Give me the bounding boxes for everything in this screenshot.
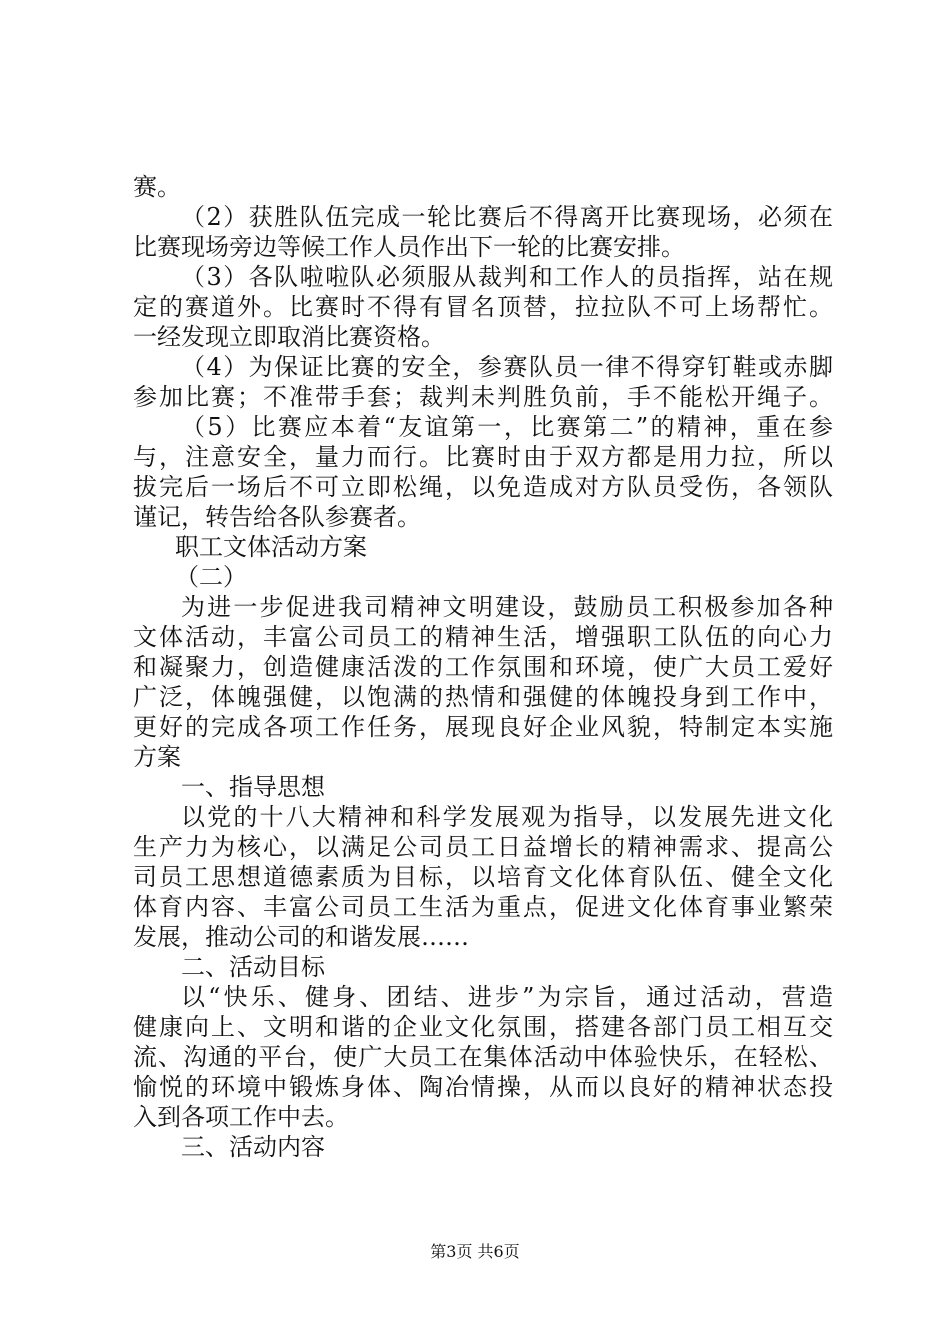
text-line: 谨记，转告给各队参赛者。 xyxy=(133,503,421,531)
text-line: 以党的十八大精神和科学发展观为指导，以发展先进文化 xyxy=(181,803,833,831)
text-line: 生产力为核心，以满足公司员工日益增长的精神需求、提高公 xyxy=(133,833,833,861)
text-line: 体育内容、丰富公司员工生活为重点，促进文化体育事业繁荣 xyxy=(133,893,833,921)
text-line: 一经发现立即取消比赛资格。 xyxy=(133,323,445,351)
text-line: 与，注意安全，量力而行。比赛时由于双方都是用力拉，所以 xyxy=(133,443,833,471)
text-line: 二、活动目标 xyxy=(181,953,325,981)
text-line: （4）为保证比赛的安全，参赛队员一律不得穿钉鞋或赤脚 xyxy=(181,353,833,381)
text-line: （5）比赛应本着“友谊第一，比赛第二”的精神，重在参 xyxy=(181,413,833,441)
text-line: 一、指导思想 xyxy=(181,773,325,801)
text-line: 愉悦的环境中锻炼身体、陶冶情操，从而以良好的精神状态投 xyxy=(133,1073,833,1101)
text-line: 更好的完成各项工作任务，展现良好企业风貌，特制定本实施 xyxy=(133,713,833,741)
text-line: 比赛现场旁边等候工作人员作出下一轮的比赛安排。 xyxy=(133,233,685,261)
text-line: 流、沟通的平台，使广大员工在集体活动中体验快乐，在轻松、 xyxy=(133,1043,833,1071)
text-line: 拔完后一场后不可立即松绳，以免造成对方队员受伤，各领队 xyxy=(133,473,833,501)
text-line: 赛。 xyxy=(133,173,181,201)
document-body xyxy=(133,172,833,1162)
text-line: 健康向上、文明和谐的企业文化氛围，搭建各部门员工相互交 xyxy=(133,1013,833,1041)
text-line: 职工文体活动方案 xyxy=(175,533,367,561)
text-line: 发展，推动公司的和谐发展…… xyxy=(133,923,469,951)
page-footer: 第3页 共6页 xyxy=(430,1242,520,1261)
text-line: 广泛，体魄强健，以饱满的热情和强健的体魄投身到工作中， xyxy=(133,683,833,711)
text-line: （2）获胜队伍完成一轮比赛后不得离开比赛现场，必须在 xyxy=(181,203,833,231)
text-line: （二） xyxy=(175,563,247,591)
text-line: （3）各队啦啦队必须服从裁判和工作人的员指挥，站在规 xyxy=(181,263,833,291)
text-line: 和凝聚力，创造健康活泼的工作氛围和环境，使广大员工爱好 xyxy=(133,653,833,681)
text-line: 参加比赛；不准带手套；裁判未判胜负前，手不能松开绳子。 xyxy=(133,383,833,411)
text-line: 司员工思想道德素质为目标，以培育文化体育队伍、健全文化 xyxy=(133,863,833,891)
text-line: 三、活动内容 xyxy=(181,1133,325,1161)
text-line: 文体活动，丰富公司员工的精神生活，增强职工队伍的向心力 xyxy=(133,623,833,651)
text-line: 方案 xyxy=(133,743,181,771)
text-line: 以“快乐、健身、团结、进步”为宗旨，通过活动，营造 xyxy=(181,983,833,1011)
text-line: 入到各项工作中去。 xyxy=(133,1103,349,1131)
text-line: 定的赛道外。比赛时不得有冒名顶替，拉拉队不可上场帮忙。 xyxy=(133,293,833,321)
text-line: 为进一步促进我司精神文明建设，鼓励员工积极参加各种 xyxy=(181,593,833,621)
